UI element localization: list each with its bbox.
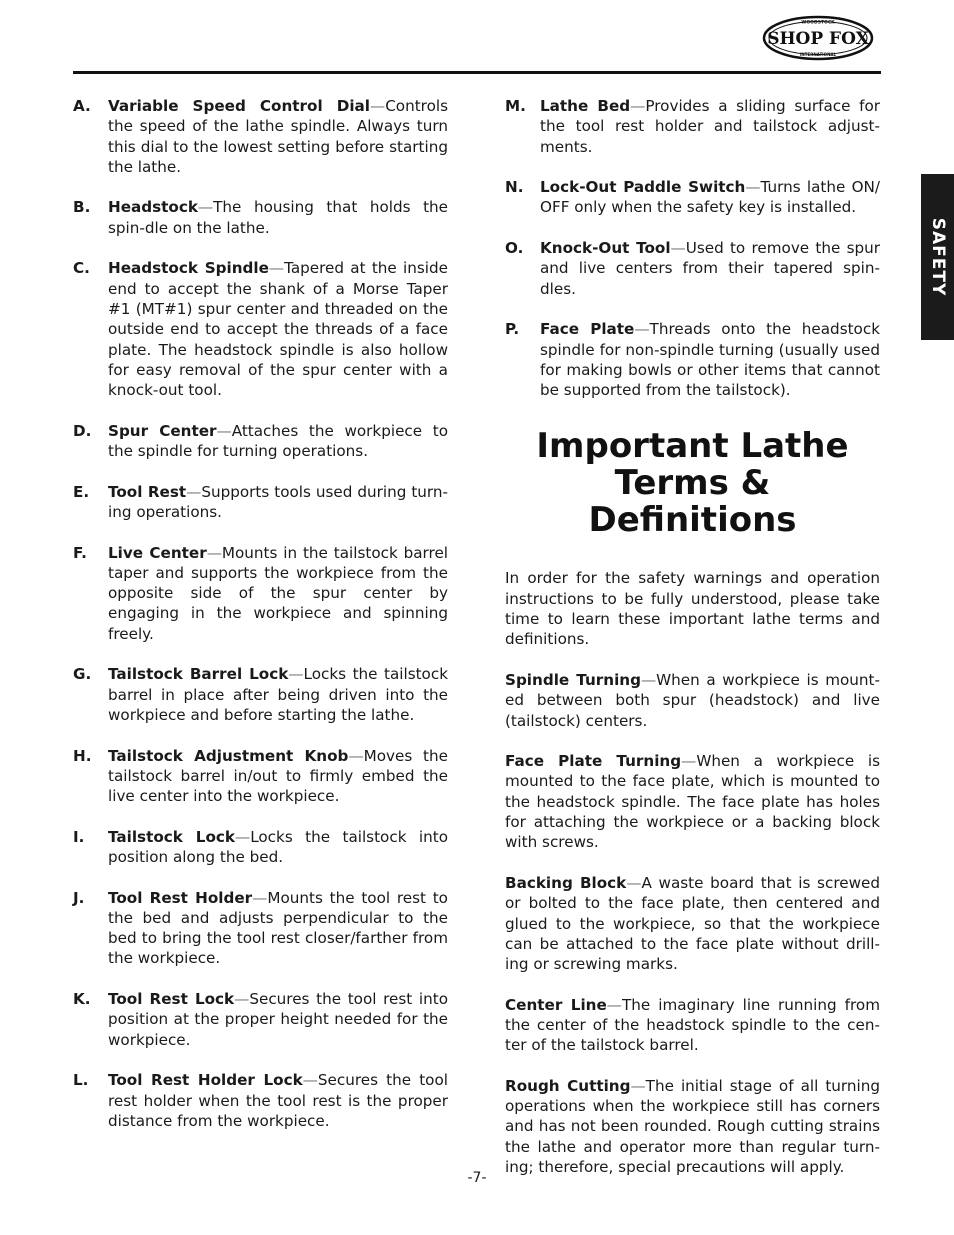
item-description: Threads onto the headstock spindle for non-spindle turning (usually used for making bowls or other items that cannot be supported from the tailstock). <box>540 320 880 400</box>
item-dash: — <box>370 97 386 115</box>
logo-small-top: WOODSTOCK <box>801 20 835 26</box>
item-body <box>108 827 448 868</box>
item-description: Tapered at the inside end to accept the shank of a Morse Taper #1 (MT#1) spur center and threaded on the outside end to accept the threads of a face plate. The headstock spindle is also hollow for easy removal of the spur center with a knock-out tool. <box>108 259 448 400</box>
item-term: Tool Rest Lock <box>108 990 235 1009</box>
item-term: Knock-Out Tool <box>540 239 671 258</box>
item-letter: L. <box>73 1071 89 1090</box>
list-item <box>73 482 448 523</box>
item-dash: — <box>252 888 268 907</box>
item-body <box>540 177 880 218</box>
list-item <box>73 421 448 462</box>
item-dash: — <box>216 421 232 440</box>
section-heading-line1: Important Lathe <box>536 426 849 467</box>
item-term: Lock-Out Paddle Switch <box>540 178 746 197</box>
item-description: Attaches the workpiece to the spindle for turning operations. <box>108 421 448 461</box>
list-item <box>73 827 448 868</box>
item-letter: P. <box>505 320 520 339</box>
item-dash: — <box>268 259 285 278</box>
item-letter: N. <box>505 178 524 197</box>
item-dash: — <box>197 198 214 217</box>
item-description: Secures the tool rest into position at the proper height needed for the workpiece. <box>108 990 448 1049</box>
list-item <box>73 258 448 400</box>
item-letter: E. <box>73 482 90 501</box>
section-heading <box>505 428 880 539</box>
definition-text: When a workpiece is mount-ed between both spur (headstock) and live (tailstock) centers. <box>505 670 880 730</box>
item-dash: — <box>634 320 650 339</box>
item-description: Controls the speed of the lathe spindle. Always turn this dial to the lowest setting before starting the lathe. <box>108 97 448 176</box>
list-item <box>73 96 448 177</box>
item-description: Mounts the tool rest to the bed and adjusts perpendicular to the bed to bring the tool rest closer/farther from the workpiece. <box>108 888 448 968</box>
section-intro: In order for the safety warnings and operation instructions to be fully understood, please take time to learn these important lathe terms and definitions. <box>505 569 880 649</box>
item-body <box>108 746 448 807</box>
logo-small-bottom: INTERNATIONAL <box>799 52 837 57</box>
right-column <box>505 96 880 1198</box>
item-letter: B. <box>73 198 91 217</box>
item-body <box>108 482 448 523</box>
item-dash: — <box>206 543 222 562</box>
item-dash: — <box>348 746 364 765</box>
item-term: Variable Speed Control Dial <box>108 97 370 115</box>
definition-term: Backing Block <box>505 873 627 892</box>
item-dash: — <box>670 239 686 258</box>
definition-dash: — <box>606 995 622 1014</box>
item-description: Turns lathe ON/ OFF only when the safety key is installed. <box>540 178 880 217</box>
list-item <box>73 888 448 969</box>
item-body <box>540 238 880 299</box>
item-term: Tailstock Adjustment Knob <box>108 746 349 765</box>
item-description: Secures the tool rest holder when the tool rest is the proper distance from the workpiece. <box>108 1071 448 1130</box>
item-description: Provides a sliding surface for the tool rest holder and tailstock adjust-ments. <box>540 97 880 156</box>
item-body <box>108 888 448 969</box>
item-description: Mounts in the tailstock barrel taper and supports the workpiece from the opposite side of the spur center by engaging in the workpiece and spinning freely. <box>108 543 449 643</box>
definition-text: The initial stage of all turning operations when the workpiece still has corners and has not been rounded. Rough cutting strains the lathe and operator more than regular turn-ing; therefore, special precautions will apply. <box>505 1076 880 1177</box>
item-term: Tool Rest Holder Lock <box>108 1071 303 1090</box>
side-tab-safety <box>921 174 954 340</box>
definition-dash: — <box>640 670 657 689</box>
page-number: -7- <box>467 1170 487 1186</box>
item-term: Headstock Spindle <box>108 259 269 278</box>
list-item <box>73 543 448 644</box>
definition-text: The imaginary line running from the center of the headstock spindle to the cen-ter of the tailstock barrel. <box>505 995 881 1055</box>
definition-dash: — <box>681 752 697 771</box>
definition-text: When a workpiece is mounted to the face plate, which is mounted to the headstock spindle. The face plate has holes for attaching the workpiece or a backing block with screws. <box>505 752 881 852</box>
item-letter: C. <box>73 259 90 278</box>
item-body <box>108 543 448 644</box>
item-description: Used to remove the spur and live centers from their tapered spin-dles. <box>540 239 880 298</box>
item-term: Live Center <box>108 543 207 562</box>
item-body <box>108 197 448 238</box>
definition-item <box>505 670 880 731</box>
definition-term: Face Plate Turning <box>505 752 682 771</box>
item-description: Supports tools used during turn-ing operations. <box>108 482 448 521</box>
item-term: Tool Rest <box>108 482 187 501</box>
definition-dash: — <box>630 1076 646 1095</box>
item-letter: A. <box>73 97 91 115</box>
item-body <box>108 258 448 400</box>
list-item <box>73 197 448 238</box>
item-letter: F. <box>73 543 87 562</box>
item-letter: K. <box>73 990 91 1009</box>
item-term: Headstock <box>108 198 198 217</box>
list-item <box>73 1070 448 1131</box>
item-term: Tool Rest Holder <box>108 888 253 907</box>
item-dash: — <box>186 482 202 501</box>
list-item <box>73 989 448 1050</box>
item-letter: J. <box>73 888 85 907</box>
item-description: The housing that holds the spin-dle on the lathe. <box>108 198 448 237</box>
list-item <box>505 319 880 400</box>
item-body <box>540 96 880 157</box>
item-body <box>108 989 448 1050</box>
definition-term: Center Line <box>505 995 607 1014</box>
item-letter: O. <box>505 239 524 258</box>
definition-term: Rough Cutting <box>505 1076 631 1095</box>
item-body <box>108 96 448 177</box>
list-item <box>73 664 448 725</box>
item-term: Tailstock Barrel Lock <box>108 665 289 684</box>
list-item <box>505 177 880 218</box>
definition-item <box>505 751 880 852</box>
side-tab-label: SAFETY <box>927 217 948 297</box>
item-letter: I. <box>73 827 85 846</box>
item-term: Spur Center <box>108 421 217 440</box>
definition-dash: — <box>626 873 642 892</box>
list-item <box>505 96 880 157</box>
definition-item <box>505 1076 880 1177</box>
item-dash: — <box>235 827 251 846</box>
definition-term: Spindle Turning <box>505 670 641 689</box>
shop-fox-logo <box>762 15 874 61</box>
list-item <box>505 238 880 299</box>
left-column <box>73 96 448 1151</box>
logo-text: SHOP FOX <box>767 29 869 49</box>
item-body <box>108 664 448 725</box>
item-dash: — <box>630 97 646 115</box>
item-dash: — <box>302 1071 318 1090</box>
item-body <box>108 1070 448 1131</box>
item-term: Tailstock Lock <box>108 827 235 846</box>
item-dash: — <box>234 990 250 1009</box>
item-description: Locks the tailstock into position along the bed. <box>108 827 448 866</box>
item-description: Locks the tailstock barrel in place after being driven into the workpiece and before starting the lathe. <box>108 665 448 724</box>
item-description: Moves the tailstock barrel in/out to firmly embed the live center into the workpiece. <box>108 746 448 806</box>
right-items-list <box>505 96 880 400</box>
item-dash: — <box>288 665 304 684</box>
item-body <box>108 421 448 462</box>
item-dash: — <box>745 178 761 197</box>
section-heading-line2: Terms & Definitions <box>588 463 797 541</box>
item-letter: H. <box>73 746 92 765</box>
list-item <box>73 746 448 807</box>
item-body <box>540 319 880 400</box>
item-letter: G. <box>73 665 92 684</box>
item-term: Face Plate <box>540 320 635 339</box>
header-rule <box>73 71 881 74</box>
definition-item <box>505 995 880 1056</box>
definition-item <box>505 873 880 974</box>
definitions-list <box>505 670 880 1177</box>
item-letter: D. <box>73 421 92 440</box>
item-term: Lathe Bed <box>540 97 631 115</box>
item-letter: M. <box>505 97 526 115</box>
definition-text: A waste board that is screwed or bolted to the face plate, then centered and glued to the workpiece, so that the workpiece can be attached to the face plate without drill-ing or screwing marks. <box>505 873 880 974</box>
